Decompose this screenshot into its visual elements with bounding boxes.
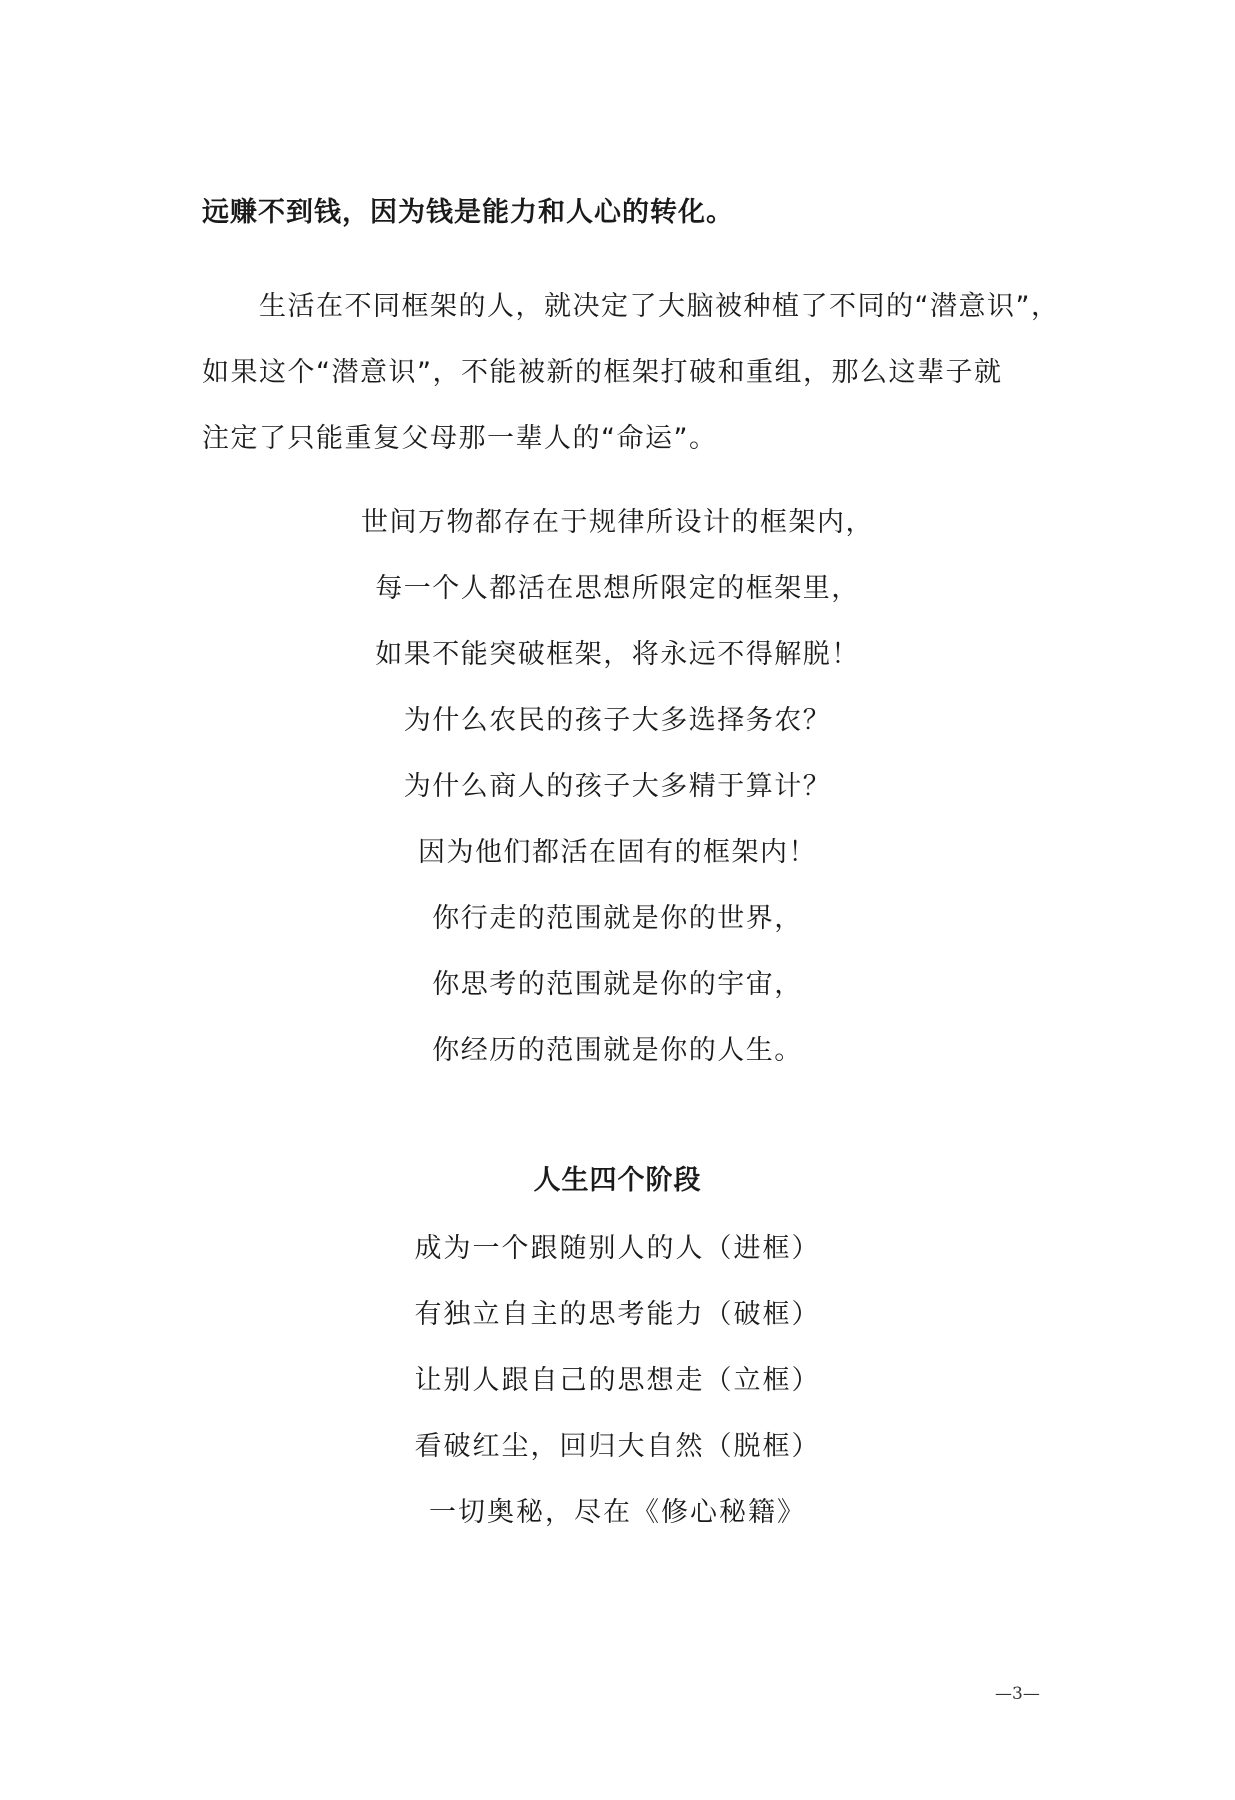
paragraph-line: 注定了只能重复父母那一辈人的“命运”。 [202,423,718,454]
paragraph-line: 生活在不同框架的人，就决定了大脑被种植了不同的“潜意识”， [259,291,1060,322]
page-number: —3— [995,1684,1040,1704]
poem-line: 你经历的范围就是你的人生。 [432,1035,803,1066]
stage-line: 有独立自主的思考能力（破框） [414,1299,821,1330]
poem-line: 因为他们都活在固有的框架内！ [418,837,817,868]
poem-line: 你行走的范围就是你的世界， [432,903,803,934]
poem-line: 世间万物都存在于规律所设计的框架内， [361,507,874,538]
poem-line: 你思考的范围就是你的宇宙， [432,969,803,1000]
section-heading: 人生四个阶段 [533,1165,702,1196]
stage-line: 成为一个跟随别人的人（进框） [414,1233,821,1264]
stage-line: 一切奥秘，尽在《修心秘籍》 [429,1497,806,1528]
stages-list [0,1216,1235,1546]
poem-line: 为什么商人的孩子大多精于算计？ [403,771,832,802]
bold-statement: 远赚不到钱，因为钱是能力和人心的转化。 [202,197,734,228]
paragraph-line: 如果这个“潜意识”，不能被新的框架打破和重组，那么这辈子就 [202,357,1003,388]
stage-line: 看破红尘，回归大自然（脱框） [414,1431,821,1462]
body-paragraph [202,274,1082,472]
poem-line: 每一个人都活在思想所限定的框架里， [375,573,860,604]
centered-poem [0,490,1235,1084]
poem-line: 为什么农民的孩子大多选择务农？ [403,705,832,736]
poem-line: 如果不能突破框架，将永远不得解脱！ [375,639,860,670]
stage-line: 让别人跟自己的思想走（立框） [414,1365,821,1396]
